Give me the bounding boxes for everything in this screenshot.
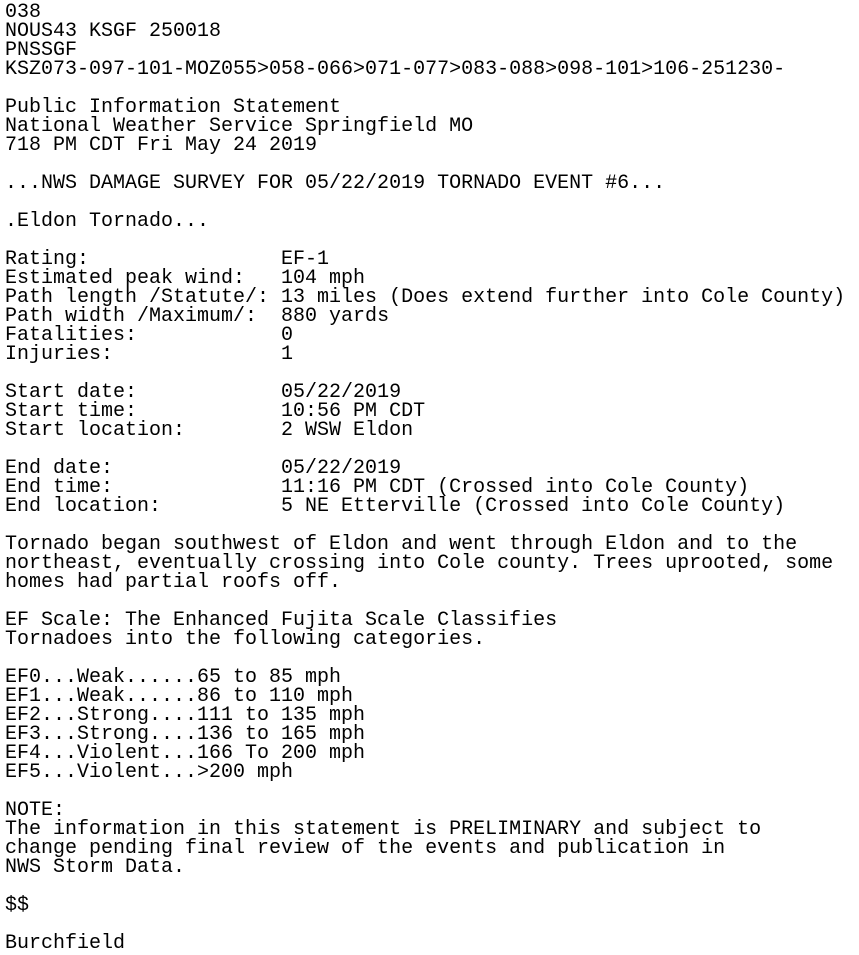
detail-value: 05/22/2019 [281, 381, 402, 404]
narrative-line: homes had partial roofs off. [5, 571, 342, 594]
scale-intro-line: EF Scale: The Enhanced Fujita Scale Classifies [5, 609, 558, 632]
detail-value: EF-1 [281, 248, 330, 271]
detail-value: 5 NE Etterville (Crossed into Cole County) [281, 495, 786, 518]
detail-value: 1 [281, 343, 294, 366]
detail-value: 05/22/2019 [281, 457, 402, 480]
detail-value: 11:16 PM CDT (Crossed into Cole County) [281, 476, 750, 499]
scale-row-ef4: EF4...Violent...166 To 200 mph [5, 742, 366, 765]
ugc-line: KSZ073-097-101-MOZ055>058-066>071-077>083-088>098-101>106-251230- [5, 58, 786, 81]
narrative-line: northeast, eventually crossing into Cole county. Trees uprooted, some [5, 552, 834, 575]
scale-row-ef2: EF2...Strong....111 to 135 mph [5, 704, 366, 727]
blank-line [5, 782, 859, 801]
scale-row-ef3: EF3...Strong....136 to 165 mph [5, 723, 366, 746]
detail-value: 2 WSW Eldon [281, 419, 414, 442]
issue-time: 718 PM CDT Fri May 24 2019 [5, 134, 318, 157]
detail-label: Start time: [5, 400, 282, 423]
statement-title: Public Information Statement [5, 96, 342, 119]
detail-label: Injuries: [5, 343, 282, 366]
blank-line [5, 915, 859, 934]
detail-label: Start date: [5, 381, 282, 404]
detail-label: Path width /Maximum/: [5, 305, 282, 328]
narrative-line: Tornado began southwest of Eldon and went through Eldon and to the [5, 533, 798, 556]
detail-value: 13 miles (Does extend further into Cole County) [281, 286, 846, 309]
end-row-location [5, 497, 859, 516]
detail-label: End date: [5, 457, 282, 480]
note-line: change pending final review of the events and publication in [5, 837, 726, 860]
detail-value: 880 yards [281, 305, 390, 328]
awips-id: PNSSGF [5, 39, 78, 62]
detail-label: Rating: [5, 248, 282, 271]
author-signature: Burchfield [5, 932, 126, 955]
scale-intro-line: Tornadoes into the following categories. [5, 628, 486, 651]
detail-row-injuries [5, 345, 859, 364]
start-row-location [5, 421, 859, 440]
note-heading: NOTE: [5, 799, 66, 822]
detail-label: Estimated peak wind: [5, 267, 282, 290]
wmo-header: NOUS43 KSGF 250018 [5, 20, 222, 43]
blank-line [5, 877, 859, 896]
issuing-office: National Weather Service Springfield MO [5, 115, 474, 138]
headline: ...NWS DAMAGE SURVEY FOR 05/22/2019 TORNADO EVENT #6... [5, 172, 666, 195]
detail-value: 0 [281, 324, 294, 347]
sequence-number: 038 [5, 1, 42, 24]
scale-row-ef1: EF1...Weak......86 to 110 mph [5, 685, 354, 708]
scale-row-ef5: EF5...Violent...>200 mph [5, 761, 294, 784]
detail-label: Start location: [5, 419, 282, 442]
detail-value: 10:56 PM CDT [281, 400, 426, 423]
detail-label: Path length /Statute/: [5, 286, 282, 309]
detail-label: End location: [5, 495, 282, 518]
detail-value: 104 mph [281, 267, 366, 290]
event-name: .Eldon Tornado... [5, 210, 210, 233]
note-line: NWS Storm Data. [5, 856, 186, 879]
note-line: The information in this statement is PRELIMINARY and subject to [5, 818, 762, 841]
product-terminator: $$ [5, 894, 30, 917]
detail-label: End time: [5, 476, 282, 499]
scale-row-ef0: EF0...Weak......65 to 85 mph [5, 666, 342, 689]
detail-label: Fatalities: [5, 324, 282, 347]
